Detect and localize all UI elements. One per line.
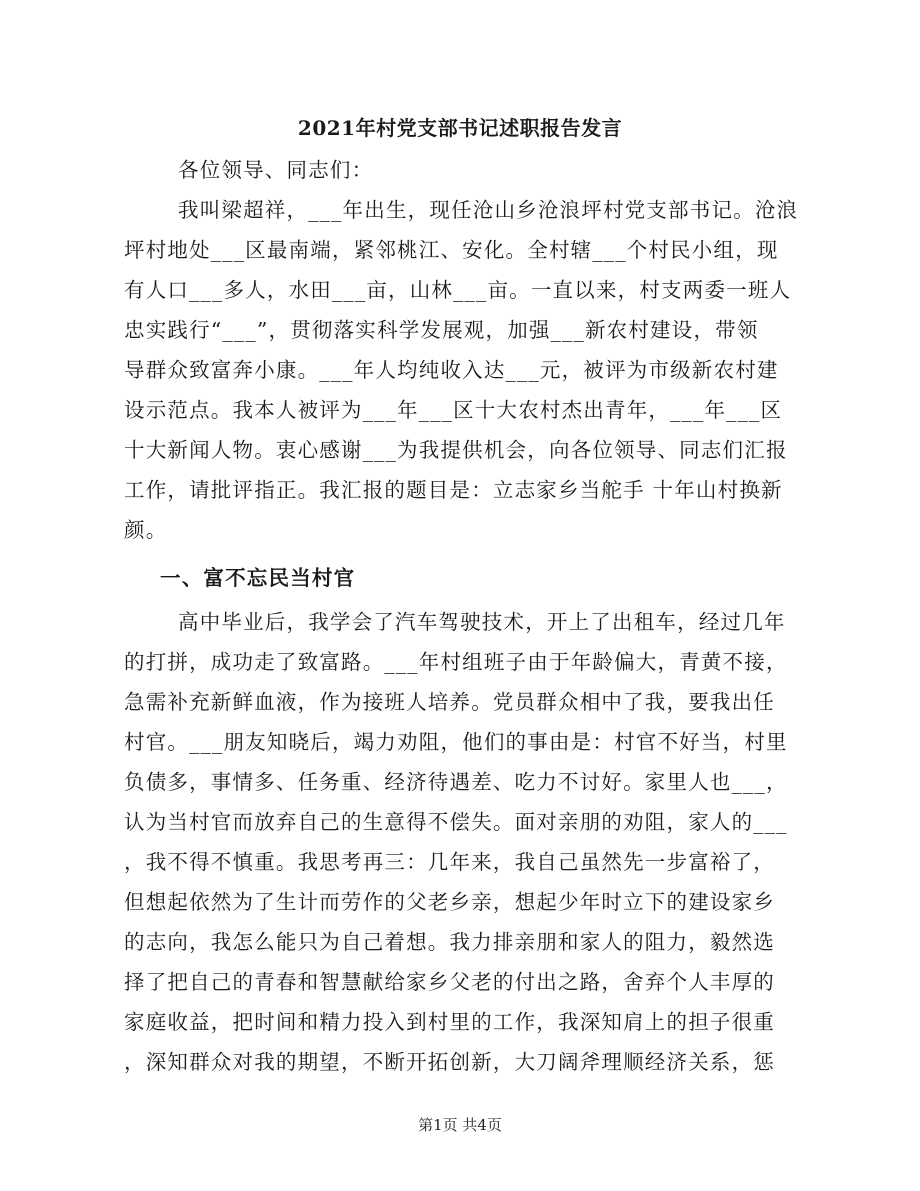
paragraph-line: 择了把自己的青春和智慧献给家乡父老的付出之路，舍弃个人丰厚的 — [124, 970, 775, 994]
document-title: 2021年村党支部书记述职报告发言 — [297, 116, 623, 140]
document-body — [124, 150, 799, 1082]
paragraph-line: 工作，请批评指正。我汇报的题目是：立志家乡当舵手 十年山村换新 — [124, 478, 783, 502]
paragraph-line: 高中毕业后，我学会了汽车驾驶技术，开上了出租车，经过几年 — [178, 610, 786, 634]
paragraph-line: 认为当村官而放弃自己的生意得不偿失。面对亲朋的劝阻，家人的___ — [124, 810, 788, 834]
paragraph-line: 我叫梁超祥，___年出生，现任沧山乡沧浪坪村党支部书记。沧浪 — [178, 198, 799, 222]
section-heading: 一、富不忘民当村官 — [160, 566, 356, 590]
greeting-line: 各位领导、同志们： — [178, 158, 374, 182]
paragraph-line: ，深知群众对我的期望，不断开拓创新，大刀阔斧理顺经济关系，惩 — [124, 1050, 775, 1074]
paragraph-line: 负债多，事情多、任务重、经济待遇差、吃力不讨好。家里人也___， — [124, 770, 788, 794]
page-number-footer: 第1页 共4页 — [418, 1116, 502, 1134]
paragraph-line: 急需补充新鲜血液，作为接班人培养。党员群众相中了我，要我出任 — [124, 690, 775, 714]
paragraph-line: 家庭收益，把时间和精力投入到村里的工作，我深知肩上的担子很重 — [124, 1010, 775, 1034]
paragraph-line: 有人口___多人，水田___亩，山林___亩。一直以来，村支两委一班人 — [124, 278, 792, 302]
paragraph-line: 导群众致富奔小康。___年人均纯收入达___元，被评为市级新农村建 — [124, 358, 779, 382]
paragraph-line: 十大新闻人物。衷心感谢___为我提供机会，向各位领导、同志们汇报 — [124, 438, 788, 462]
paragraph-line: 颜。 — [124, 518, 168, 542]
paragraph-line: 设示范点。我本人被评为___年___区十大农村杰出青年，___年___区 — [124, 398, 783, 422]
paragraph-line: 的打拼，成功走了致富路。___年村组班子由于年龄偏大，青黄不接， — [124, 650, 788, 674]
paragraph-line: 但想起依然为了生计而劳作的父老乡亲，想起少年时立下的建设家乡 — [124, 890, 775, 914]
paragraph-line: 的志向，我怎么能只为自己着想。我力排亲朋和家人的阻力，毅然选 — [124, 930, 775, 954]
paragraph-line: ，我不得不慎重。我思考再三：几年来，我自己虽然先一步富裕了， — [124, 850, 775, 874]
paragraph-line: 村官。___朋友知晓后，竭力劝阻，他们的事由是：村官不好当，村里 — [124, 730, 788, 754]
paragraph-line: 忠实践行“___”，贯彻落实科学发展观，加强___新农村建设，带领 — [124, 318, 759, 342]
paragraph-line: 坪村地处___区最南端，紧邻桃江、安化。全村辖___个村民小组，现 — [124, 238, 779, 262]
